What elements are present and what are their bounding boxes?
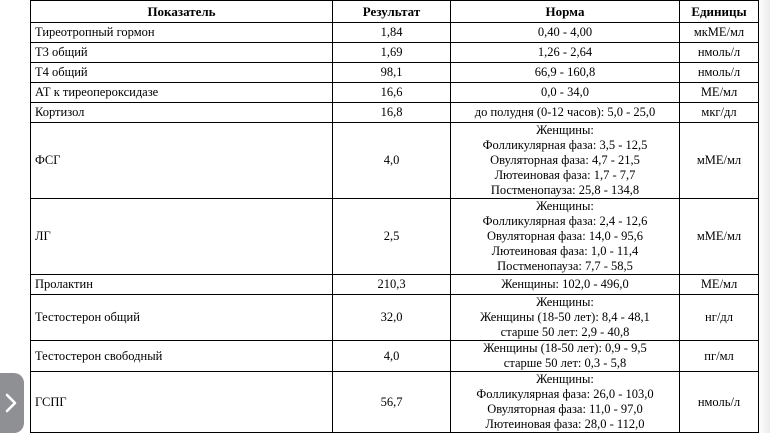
cell-result: 16,6 [333,83,451,103]
chevron-right-icon [4,392,18,414]
norm-line: Женщины: [536,199,594,213]
table-row [31,123,759,199]
cell-result: 4,0 [333,341,451,372]
header-name: Показатель [31,1,333,23]
cell-name: ФСГ [31,123,333,199]
norm-line: 66,9 - 160,8 [534,65,596,79]
cell-result: 4,0 [333,123,451,199]
table-row [31,63,759,83]
table-row [31,295,759,341]
norm-line: Женщины (18-50 лет): 0,9 - 9,5 [483,341,647,355]
norm-line: Фолликулярная фаза: 2,4 - 12,6 [482,214,648,228]
norm-line: Фолликулярная фаза: 3,5 - 12,5 [482,138,648,152]
cell-result: 1,69 [333,43,451,63]
cell-norm [451,43,680,63]
cell-norm [451,103,680,123]
norm-line: Постменопауза: 7,7 - 58,5 [497,259,633,273]
cell-result: 1,84 [333,23,451,43]
norm-line: 1,26 - 2,64 [537,45,593,59]
table-row [31,83,759,103]
norm-line: Женщины: [536,295,594,309]
cell-units: МЕ/мл [680,83,759,103]
table-row [31,43,759,63]
header-result: Результат [333,1,451,23]
cell-result: 210,3 [333,275,451,295]
table-row [31,103,759,123]
cell-units: мкг/дл [680,103,759,123]
norm-line: Фолликулярная фаза: 26,0 - 103,0 [476,387,654,401]
cell-units: нмоль/л [680,43,759,63]
cell-norm [451,295,680,341]
screen-edge-shade [758,0,770,433]
cell-norm [451,341,680,372]
norm-line: Женщины: 102,0 - 496,0 [501,277,629,291]
cell-name: Т4 общий [31,63,333,83]
cell-units: пг/мл [680,341,759,372]
norm-line: 0,40 - 4,00 [537,25,593,39]
cell-units: мМЕ/мл [680,199,759,275]
cell-norm [451,372,680,433]
cell-name: АТ к тиреопероксидазе [31,83,333,103]
cell-units: нг/дл [680,295,759,341]
table-row [31,341,759,372]
cell-result: 16,8 [333,103,451,123]
header-units: Единицы [680,1,759,23]
cell-units: мкМЕ/мл [680,23,759,43]
norm-line: Лютеиновая фаза: 28,0 - 112,0 [485,417,645,431]
cell-units: нмоль/л [680,63,759,83]
table-body [31,23,759,433]
cell-units: мМЕ/мл [680,123,759,199]
norm-line: Постменопауза: 25,8 - 134,8 [490,183,640,197]
norm-line: до полудня (0-12 часов): 5,0 - 25,0 [474,105,656,119]
side-nav-handle[interactable] [0,373,24,433]
norm-line: Женщины: [536,123,594,137]
norm-line: Лютеиновая фаза: 1,7 - 7,7 [494,168,636,182]
cell-name: Тиреотропный гормон [31,23,333,43]
cell-units: нмоль/л [680,372,759,433]
lab-results-table [30,0,759,433]
norm-line: Женщины: [536,372,594,386]
cell-name: Т3 общий [31,43,333,63]
table-row [31,199,759,275]
cell-name: ГСПГ [31,372,333,433]
cell-name: Пролактин [31,275,333,295]
cell-norm [451,23,680,43]
cell-norm [451,275,680,295]
cell-result: 98,1 [333,63,451,83]
norm-line: Лютеиновая фаза: 1,0 - 11,4 [491,244,639,258]
norm-line: старше 50 лет: 0,3 - 5,8 [503,356,627,370]
cell-units: МЕ/мл [680,275,759,295]
norm-line: старше 50 лет: 2,9 - 40,8 [500,325,630,339]
norm-line: Женщины (18-50 лет): 8,4 - 48,1 [480,310,650,324]
table-header-row [31,1,759,23]
cell-norm [451,63,680,83]
norm-line: 0,0 - 34,0 [541,85,589,99]
cell-result: 32,0 [333,295,451,341]
cell-result: 56,7 [333,372,451,433]
table-row [31,23,759,43]
cell-name: Тестостерон общий [31,295,333,341]
cell-name: Тестостерон свободный [31,341,333,372]
norm-line: Овуляторная фаза: 14,0 - 95,6 [487,229,643,243]
header-norm: Норма [451,1,680,23]
table-row [31,275,759,295]
norm-line: Овуляторная фаза: 11,0 - 97,0 [487,402,643,416]
cell-norm [451,123,680,199]
cell-name: Кортизол [31,103,333,123]
norm-line: Овуляторная фаза: 4,7 - 21,5 [490,153,640,167]
cell-result: 2,5 [333,199,451,275]
cell-norm [451,83,680,103]
cell-name: ЛГ [31,199,333,275]
table-row [31,372,759,433]
cell-norm [451,199,680,275]
